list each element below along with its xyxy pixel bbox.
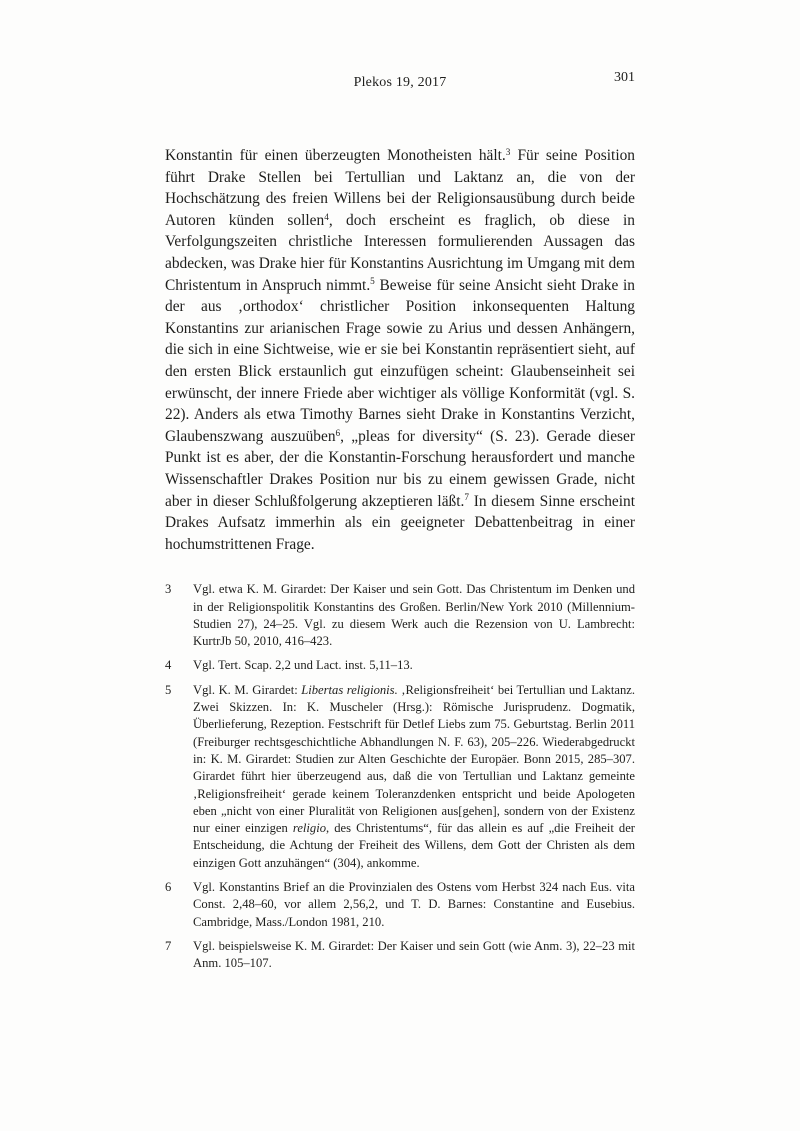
journal-title: Plekos 19, 2017 <box>353 75 447 90</box>
footnote-marker: 6 <box>335 427 341 438</box>
text-run: Libertas religionis. <box>301 682 398 697</box>
footnote-marker: 3 <box>505 146 511 157</box>
text-run: , des Christentums“, für das allein es auf „die Freiheit der Entscheidung, die Achtung der Freiheit des Willens, dem Gott der Christen als dem einzigen Gott anzuhängen“ (304), ankomme. <box>193 821 635 870</box>
footnote-text <box>193 938 635 973</box>
footnote <box>165 682 635 872</box>
text-run: Vgl. K. M. Girardet: <box>193 682 302 697</box>
footnote-marker: 5 <box>370 276 375 287</box>
text-run: Für seine Position führt Drake Stellen bei Tertullian und Laktanz an, die von der Hochschätzung des freien Willens bei der Religionsausübung durch beide Autoren künden sollen <box>165 147 636 229</box>
footnote-text <box>193 879 635 931</box>
footnote-number: 6 <box>165 880 172 895</box>
footnote-marker: 7 <box>464 492 469 503</box>
text-run: Vgl. Konstantins Brief an die Provinzialen des Ostens vom Herbst 324 nach Eus. vita Const. 2,48–60, vor allem 2,56,2, und T. D. Barnes: Constantine and Eusebius. Cambridge, Mass./London 1981, 210. <box>193 880 635 929</box>
footnote-number: 5 <box>165 682 172 697</box>
text-run: Vgl. etwa K. M. Girardet: Der Kaiser und sein Gott. Das Christentum im Denken und in der Religionspolitik Konstantins des Großen. Berlin/New York 2010 (Millennium-Studien 27), 24–25. Vgl. zu diesem Werk auch die Rezension von U. Lambrecht: KurtrJb 50, 2010, 416–423. <box>193 582 635 649</box>
text-run: Vgl. beispielsweise K. M. Girardet: Der Kaiser und sein Gott (wie Anm. 3), 22–23 mit Anm. 105–107. <box>193 938 635 971</box>
text-run: Konstantin für einen überzeugten Monotheisten hält. <box>165 147 506 164</box>
footnote <box>165 581 635 650</box>
body-paragraph <box>165 145 635 555</box>
page-number: 301 <box>614 70 635 85</box>
footnote-marker: 4 <box>324 211 329 222</box>
footnote-number: 3 <box>165 582 172 597</box>
footnote-text <box>193 657 635 674</box>
footnote-text <box>193 682 635 872</box>
footnote-number: 7 <box>165 938 172 953</box>
text-run: Vgl. Tert. Scap. 2,2 und Lact. inst. 5,11–13. <box>193 658 413 673</box>
text-run: Beweise für seine Ansicht sieht Drake in der aus ‚orthodox‘ christlicher Position inkonsequenten Haltung Konstantins zur arianischen Frage sowie zu Arius und dessen Anhängern, die sich in eine Sichtweise, wie er sie bei Konstantin repräsentiert sieht, auf den ersten Blick erstaunlich gut einzufügen scheint: Glaubenseinheit sei erwünscht, der innere Friede aber wichtiger als völlige Konformität (vgl. S. 22). Anders als etwa Timothy Barnes sieht Drake in Konstantins Verzicht, Glaubenszwang auszuüben <box>165 276 635 445</box>
footnote-number: 4 <box>165 658 172 673</box>
text-run: ‚Religionsfreiheit‘ bei Tertullian und Laktanz. Zwei Skizzen. In: K. Muscheler (Hrsg.): Römische Jurisprudenz. Dogmatik, Überlieferung, Rezeption. Festschrift für Detlef Liebs zum 75. Geburtstag. Berlin 2011 (Freiburger rechtsgeschichtliche Abhandlungen N. F. 63), 205–226. Wiederabgedruckt in: K. M. Girardet: Studien zur Alten Geschichte der Europäer. Bonn 2015, 285–307. Girardet führt hier überzeugend aus, daß die von Tertullian und Laktanz gemeinte ‚Religionsfreiheit‘ gerade keinem Toleranzdenken entspricht und beide Apologeten eben „nicht von einer Pluralität von Religionen aus[gehen], sondern von der Existenz nur einer einzigen <box>193 682 635 836</box>
text-run: , „pleas for diversity“ (S. 23). Gerade dieser Punkt ist es aber, der die Konstantin-Forschung herausfordert und manche Wissenschaftler Drakes Position nur bis zu einem gewissen Grade, nicht aber in dieser Schlußfolgerung akzeptieren läßt. <box>165 427 635 510</box>
footnote <box>165 657 635 674</box>
footnote <box>165 879 635 931</box>
footnote-text <box>193 581 635 650</box>
text-run: religio <box>292 821 327 836</box>
text-run: In diesem Sinne erscheint Drakes Aufsatz immerhin als ein geeigneter Debattenbeitrag in einer hochumstrittenen Frage. <box>165 492 636 553</box>
footnote <box>165 938 635 973</box>
text-run: , doch erscheint es fraglich, ob diese in Verfolgungszeiten christliche Interessen formulierenden Aussagen das abdecken, was Drake hier für Konstantins Ausrichtung im Umgang mit dem Christentum in Anspruch nimmt. <box>165 211 635 294</box>
running-header <box>165 70 635 92</box>
footnotes-section <box>165 581 635 972</box>
